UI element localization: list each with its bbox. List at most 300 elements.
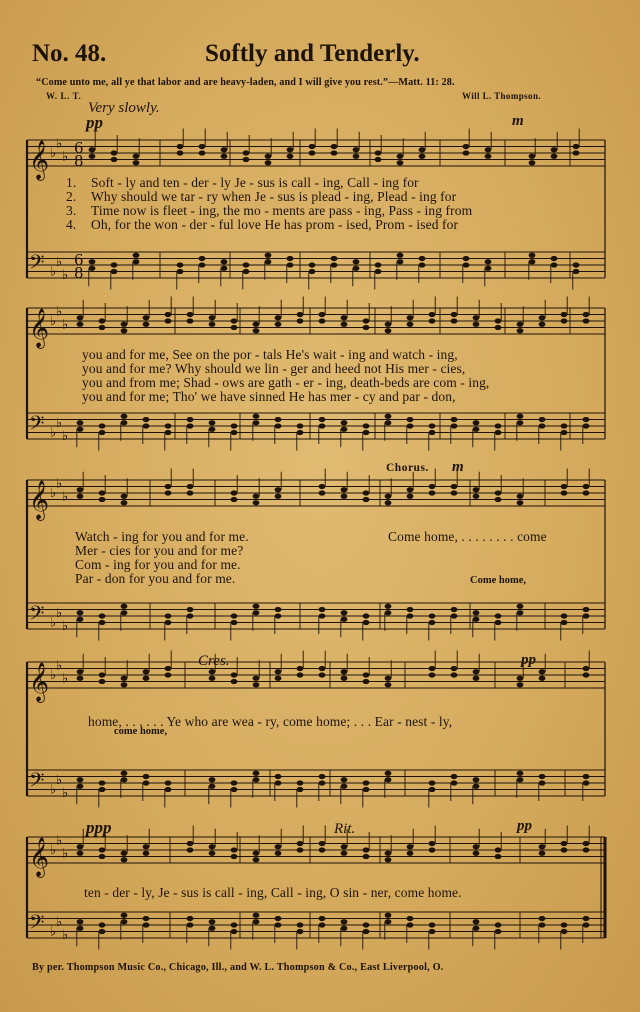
note-head [385,919,392,924]
note-head [297,672,304,677]
note-head [99,613,106,618]
note-head [429,922,436,927]
note-head [187,847,194,852]
note-head [331,262,338,267]
note-head [407,423,414,428]
note-head [429,312,436,317]
flat-icon: ♭ [56,914,63,930]
note-head [539,669,546,674]
note-head [429,620,436,625]
composer-credit: Will L. Thompson. [462,91,541,101]
note-head [539,322,546,327]
note-head [297,847,304,852]
note-head [429,666,436,671]
note-head [99,325,106,330]
note-head [451,607,458,612]
note-head [397,160,404,165]
note-head [451,666,458,671]
note-head [495,497,502,502]
note-head [419,262,426,267]
note-head [319,916,326,921]
note-head [209,851,216,856]
note-head [363,929,370,934]
note-head [529,253,536,258]
lyric-line: you and from me; Shad - ows are gath - er - ing, death-beds are com - ing, [82,375,490,390]
note-head [209,777,216,782]
note-head [99,780,106,785]
hymn-title: Softly and Tenderly. [205,40,420,67]
note-head [111,150,118,155]
note-head [143,780,150,785]
note-head [209,919,216,924]
note-head [451,318,458,323]
note-head [111,262,118,267]
note-head [517,420,524,425]
flat-icon: ♭ [62,317,69,333]
note-head [143,669,150,674]
note-head [297,929,304,934]
note-head [583,484,590,489]
note-head [473,617,480,622]
note-head [485,259,492,264]
note-head [297,841,304,846]
note-head [275,315,282,320]
note-head [275,423,282,428]
note-head [121,682,128,687]
note-head [253,777,260,782]
note-head [199,262,206,267]
note-head [407,851,414,856]
note-head [165,780,172,785]
note-head [165,423,172,428]
note-head [561,484,568,489]
note-head [341,420,348,425]
note-head [287,262,294,267]
lyric-line: Soft - ly and ten - der - ly Je - sus is call - ing, Call - ing for [91,175,419,190]
note-head [385,676,392,681]
note-head [99,847,106,852]
note-head [495,430,502,435]
note-head [397,253,404,258]
note-head [209,926,216,931]
note-head [451,490,458,495]
flat-icon: ♭ [56,476,63,492]
note-head [473,322,480,327]
note-head [275,322,282,327]
note-head [133,154,140,159]
note-head [297,312,304,317]
note-head [429,490,436,495]
flat-icon: ♭ [50,843,57,858]
note-head [275,916,282,921]
note-head [231,490,238,495]
note-head [143,851,150,856]
note-head [385,771,392,776]
note-head [121,919,128,924]
note-head [495,922,502,927]
note-head [165,490,172,495]
note-head [165,613,172,618]
note-head [77,617,84,622]
note-head [209,420,216,425]
note-head [407,494,414,499]
note-head [363,787,370,792]
note-head [187,841,194,846]
note-head [231,423,238,428]
note-head [77,844,84,849]
note-head [221,154,228,159]
note-head [297,787,304,792]
note-head [341,777,348,782]
note-head [385,682,392,687]
note-head [517,414,524,419]
note-head [309,144,316,149]
flat-icon: ♭ [62,927,69,943]
note-head [341,610,348,615]
note-head [363,679,370,684]
crescendo-marking: Cres. [198,653,230,669]
note-head [77,420,84,425]
note-head [539,417,546,422]
lyric-line: ten - der - ly, Je - sus is call - ing, Call - ing, O sin - ner, come home. [84,885,462,900]
note-head [99,787,106,792]
note-head [275,613,282,618]
lyric-line: you and for me; Tho' we have sinned He has mer - cy and par - don, [82,389,456,404]
note-head [319,607,326,612]
note-head [463,256,470,261]
note-head [99,672,106,677]
note-head [583,774,590,779]
note-head [77,777,84,782]
verse-number-2: 2. [66,189,77,204]
note-head [287,256,294,261]
note-head [297,780,304,785]
note-head [265,160,272,165]
note-head [319,484,326,489]
flat-icon: ♭ [56,304,63,320]
note-head [77,315,84,320]
flat-icon: ♭ [50,314,57,329]
note-head [363,318,370,323]
note-head [485,147,492,152]
time-signature: 8 [74,152,84,170]
note-head [77,919,84,924]
note-head [517,682,524,687]
note-head [583,613,590,618]
note-head [99,497,106,502]
note-head [265,154,272,159]
note-head [243,269,250,274]
note-head [199,256,206,261]
note-head [199,144,206,149]
note-head [331,150,338,155]
note-head [451,312,458,317]
note-head [297,666,304,671]
note-head [583,847,590,852]
note-head [385,777,392,782]
note-head [143,676,150,681]
note-head [473,494,480,499]
verse-number-3: 3. [66,203,77,218]
note-head [451,484,458,489]
note-head [309,269,316,274]
note-head [77,676,84,681]
note-head [375,150,382,155]
note-head [231,787,238,792]
note-head [77,926,84,931]
note-head [363,854,370,859]
note-head [419,147,426,152]
treble-clef-icon: 𝄞 [29,308,50,348]
note-head [385,913,392,918]
note-head [375,157,382,162]
note-head [561,430,568,435]
note-head [397,259,404,264]
note-head [573,144,580,149]
note-head [77,322,84,327]
note-head [275,417,282,422]
note-head [407,922,414,927]
note-head [121,610,128,615]
note-head [375,262,382,267]
note-head [407,607,414,612]
flat-icon: ♭ [50,425,57,441]
note-head [385,610,392,615]
note-head [363,672,370,677]
bass-clef-icon: 𝄢 [29,250,45,279]
note-head [209,784,216,789]
note-head [99,620,106,625]
note-head [429,423,436,428]
note-head [473,610,480,615]
note-head [341,617,348,622]
note-head [419,256,426,261]
note-head [231,929,238,934]
note-head [583,916,590,921]
note-head [551,147,558,152]
note-head [297,318,304,323]
note-head [341,315,348,320]
note-head [539,780,546,785]
dynamic-m: m [452,459,464,475]
note-head [143,322,150,327]
note-head [517,604,524,609]
note-head [99,854,106,859]
note-head [319,490,326,495]
treble-clef-icon: 𝄞 [29,837,50,877]
note-head [99,679,106,684]
flat-icon: ♭ [50,924,57,940]
note-head [539,922,546,927]
note-head [341,427,348,432]
note-head [165,787,172,792]
note-head [253,328,260,333]
note-head [473,784,480,789]
lyric-line: Par - don for you and for me. [75,571,236,586]
note-head [133,253,140,258]
note-head [495,318,502,323]
note-head [539,851,546,856]
flat-icon: ♭ [62,846,69,862]
flat-icon: ♭ [62,489,69,505]
note-head [231,847,238,852]
note-head [99,318,106,323]
note-head [253,322,260,327]
chorus-lyric: Come home, . . . . . . . . come [388,529,547,544]
note-head [341,844,348,849]
note-head [165,672,172,677]
note-head [99,929,106,934]
note-head [363,780,370,785]
note-head [231,922,238,927]
note-head [275,607,282,612]
flat-icon: ♭ [50,782,57,798]
note-head [517,328,524,333]
note-head [231,620,238,625]
flat-icon: ♭ [62,618,69,634]
note-head [253,610,260,615]
note-head [331,144,338,149]
note-head [77,487,84,492]
note-head [89,147,96,152]
lyric-line: Time now is fleet - ing, the mo - ments are pass - ing, Pass - ing from [91,203,473,218]
bass-clef-icon: 𝄢 [29,768,45,797]
note-head [463,262,470,267]
note-head [429,787,436,792]
note-head [133,160,140,165]
bass-clef-icon: 𝄢 [29,411,45,440]
note-head [429,672,436,677]
note-head [463,144,470,149]
note-head [77,494,84,499]
flat-icon: ♭ [50,615,57,631]
lyric-line: Why should we tar - ry when Je - sus is plead - ing, Plead - ing for [91,189,457,204]
note-head [485,266,492,271]
note-head [407,487,414,492]
note-head [121,851,128,856]
note-head [451,613,458,618]
note-head [473,844,480,849]
note-head [275,922,282,927]
note-head [429,929,436,934]
note-head [407,417,414,422]
note-head [397,154,404,159]
note-head [341,676,348,681]
note-head [165,666,172,671]
note-head [517,500,524,505]
lyric-line: home, . . . . . . Ye who are wea - ry, come home; . . . Ear - nest - ly, [88,714,453,729]
note-head [165,484,172,489]
lyric-line: you and for me? Why should we lin - ger and heed not His mer - cies, [82,361,466,376]
note-head [539,844,546,849]
note-head [209,315,216,320]
dynamic-ppp: ppp [86,818,112,837]
note-head [253,682,260,687]
flat-icon: ♭ [56,772,63,788]
note-head [111,269,118,274]
note-head [429,430,436,435]
note-head [319,318,326,323]
note-head [561,847,568,852]
note-head [341,926,348,931]
tempo-marking: Very slowly. [88,100,160,116]
note-head [165,318,172,323]
note-head [187,318,194,323]
note-head [275,780,282,785]
note-head [539,916,546,921]
note-head [253,857,260,862]
note-head [407,613,414,618]
note-head [143,417,150,422]
note-head [539,315,546,320]
note-head [375,269,382,274]
flat-icon: ♭ [62,671,69,687]
note-head [517,771,524,776]
flat-icon: ♭ [56,833,63,849]
note-head [561,490,568,495]
note-head [385,851,392,856]
note-head [77,669,84,674]
note-head [385,322,392,327]
note-head [363,613,370,618]
note-head [275,844,282,849]
note-head [473,926,480,931]
note-head [451,780,458,785]
note-head [451,774,458,779]
note-head [583,672,590,677]
flat-icon: ♭ [56,415,63,431]
note-head [429,318,436,323]
note-head [165,430,172,435]
note-head [583,607,590,612]
note-head [231,672,238,677]
note-head [275,494,282,499]
note-head [309,262,316,267]
note-head [177,144,184,149]
copyright-footer: By per. Thompson Music Co., Chicago, Ill., and W. L. Thompson & Co., East Liverpool, O. [32,962,444,973]
note-head [221,259,228,264]
flat-icon: ♭ [50,264,57,280]
bass-clef-icon: 𝄢 [29,910,45,939]
note-head [583,490,590,495]
note-head [253,851,260,856]
note-head [495,620,502,625]
note-head [561,620,568,625]
note-head [429,484,436,489]
flat-icon: ♭ [56,605,63,621]
note-head [517,676,524,681]
note-head [143,774,150,779]
note-head [529,259,536,264]
note-head [495,847,502,852]
note-head [363,490,370,495]
note-head [287,147,294,152]
dynamic-m: m [512,113,524,129]
chorus-label: Chorus. [386,462,429,474]
note-head [111,157,118,162]
lyric-line: Oh, for the won - der - ful love He has prom - ised, Prom - ised for [91,217,459,232]
note-head [517,777,524,782]
note-head [495,423,502,428]
note-head [77,610,84,615]
note-head [495,613,502,618]
note-head [121,420,128,425]
note-head [319,780,326,785]
note-head [517,610,524,615]
note-head [287,154,294,159]
note-head [187,916,194,921]
note-head [297,423,304,428]
